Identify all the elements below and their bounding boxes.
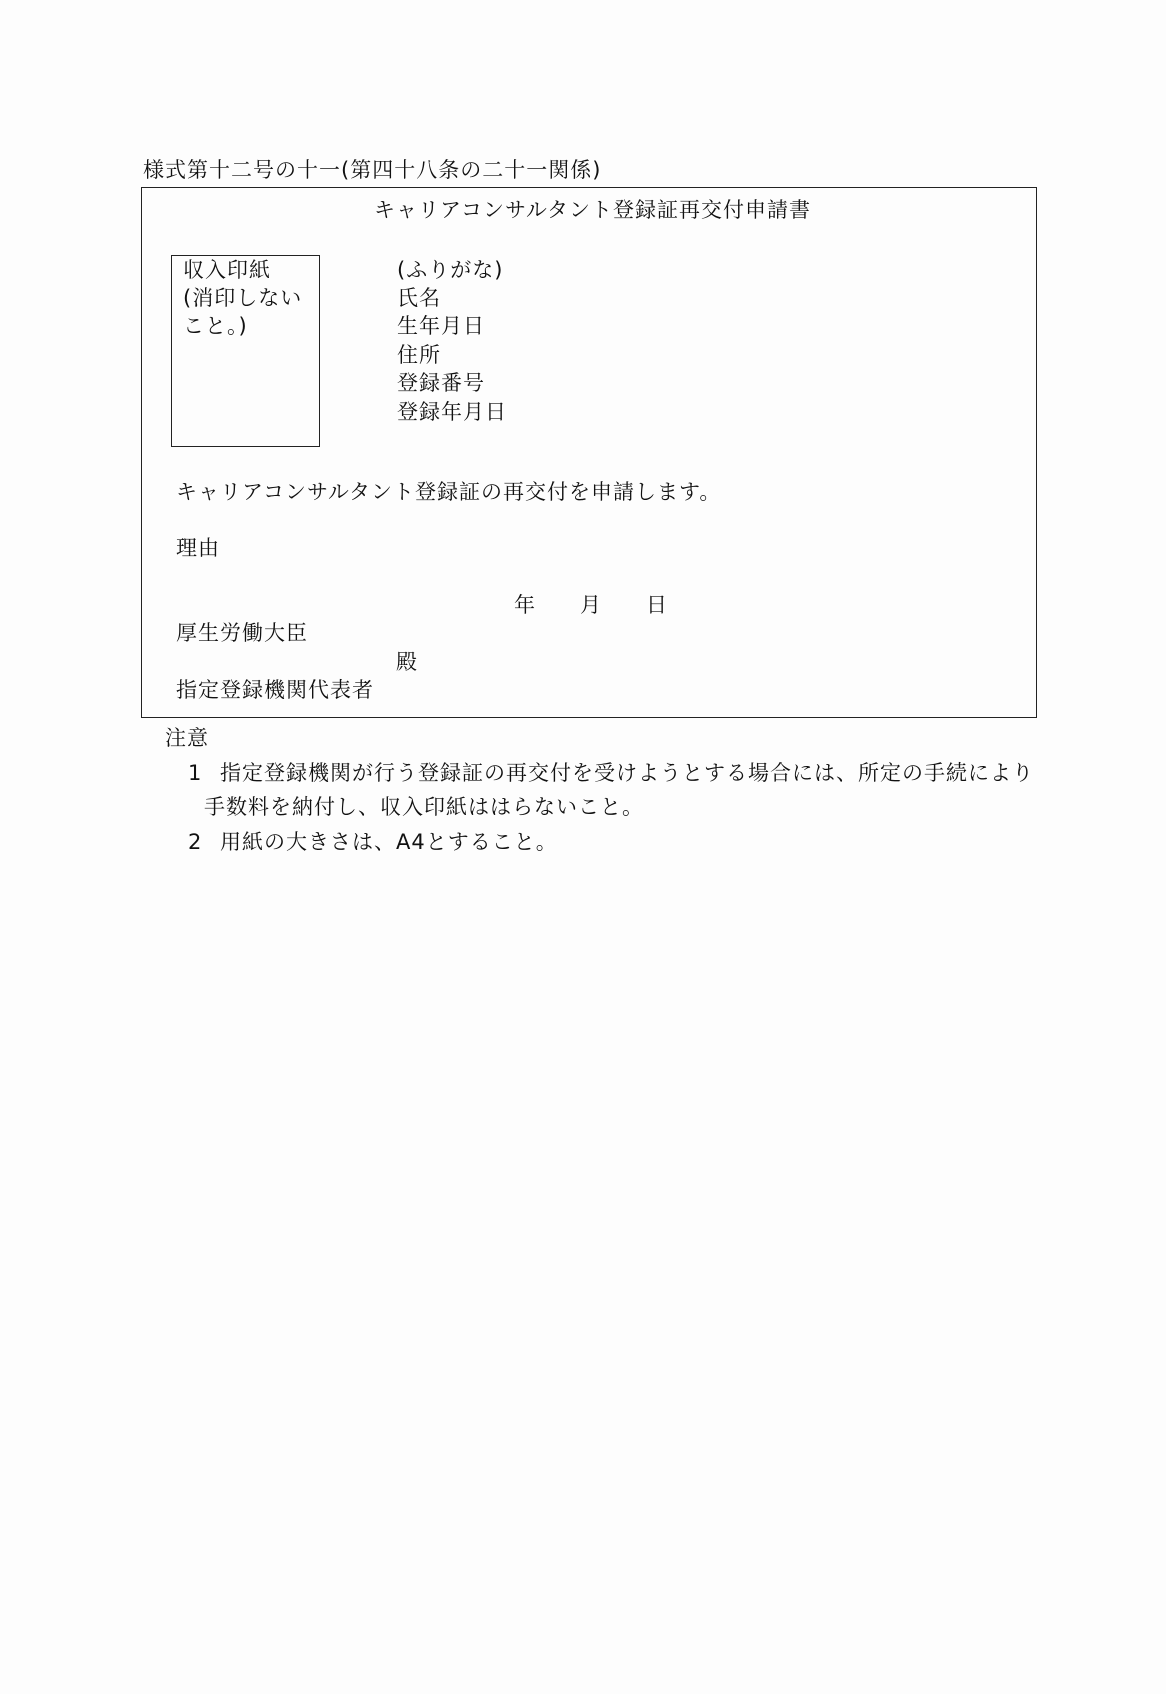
field-address: 住所 — [397, 343, 441, 367]
note-1-line-2: 手数料を納付し、収入印紙ははらないこと。 — [204, 795, 644, 819]
form-title: キャリアコンサルタント登録証再交付申請書 — [374, 198, 812, 222]
note-1-line-1: 指定登録機関が行う登録証の再交付を受けようとする場合には、所定の手続により — [220, 761, 1034, 785]
field-registration-date: 登録年月日 — [397, 400, 507, 424]
field-name: 氏名 — [397, 286, 441, 310]
stamp-box-line-2: (消印しない — [183, 286, 303, 310]
reason-label: 理由 — [176, 536, 220, 560]
addressee-minister: 厚生労働大臣 — [176, 621, 308, 645]
field-furigana: (ふりがな) — [397, 258, 504, 282]
application-statement: キャリアコンサルタント登録証の再交付を申請します。 — [176, 480, 722, 504]
field-registration-number: 登録番号 — [397, 371, 485, 395]
form-number: 様式第十二号の十一(第四十八条の二十一関係) — [143, 158, 602, 182]
date-year: 年 — [514, 593, 536, 617]
date-month: 月 — [580, 593, 602, 617]
notes-heading: 注意 — [165, 726, 209, 750]
addressee-agency: 指定登録機関代表者 — [176, 678, 374, 702]
stamp-box-line-3: こと。) — [183, 314, 248, 338]
date-day: 日 — [646, 593, 668, 617]
note-1-number: 1 — [188, 761, 203, 785]
stamp-box-line-1: 収入印紙 — [183, 258, 271, 282]
note-2-text: 用紙の大きさは、A4とすること。 — [220, 830, 558, 854]
field-birthdate: 生年月日 — [397, 314, 485, 338]
addressee-honorific: 殿 — [396, 650, 418, 674]
note-2-number: 2 — [188, 830, 203, 854]
